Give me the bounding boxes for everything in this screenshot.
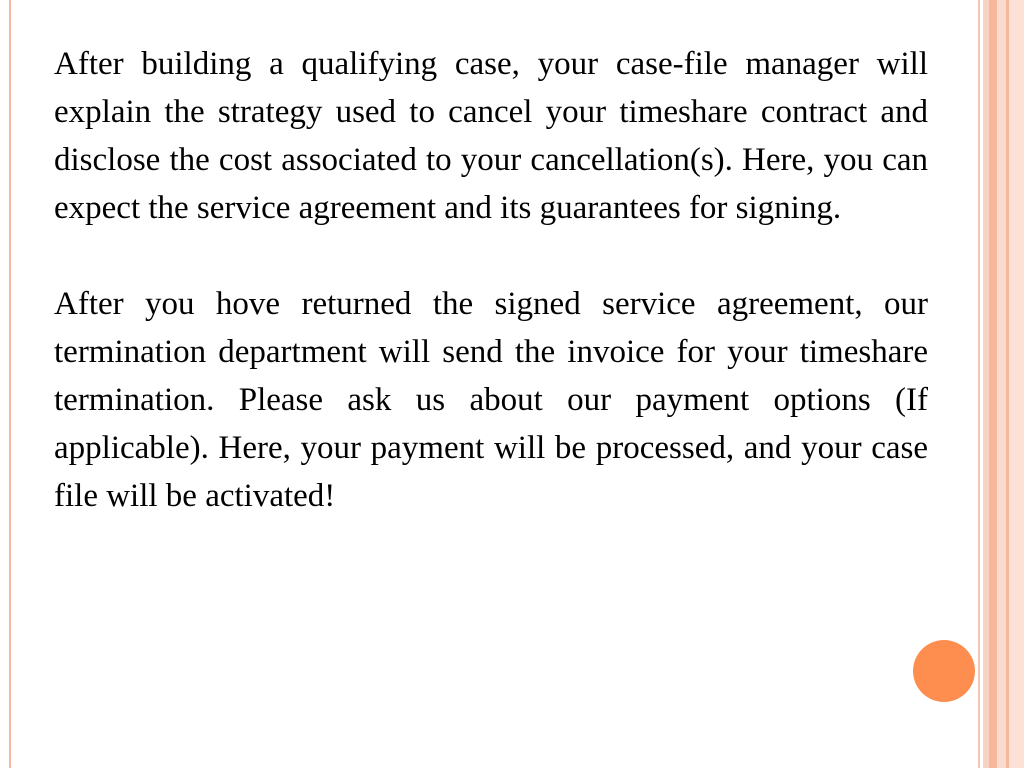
left-border-line [9, 0, 11, 768]
paragraph-signing: After building a qualifying case, your case-file manager will explain the strategy used to cancel your timeshare contract and disclose the cost associated to your cancellation(s). Here, you can expect the service agreement and its guarantees for signing. [54, 46, 928, 226]
right-border-stripe [997, 0, 1006, 768]
right-border-stripe [978, 0, 980, 768]
right-border-stripe [989, 0, 997, 768]
slide-body [54, 40, 928, 568]
right-border-stripe [1009, 0, 1024, 768]
paragraph-payment: After you hove returned the signed service agreement, our termination department will send the invoice for your timeshare termination. Please ask us about our payment options (If applicable). Here, your payment will be processed, and your case file will be activated! [54, 286, 928, 514]
orange-circle-decoration [913, 640, 975, 702]
